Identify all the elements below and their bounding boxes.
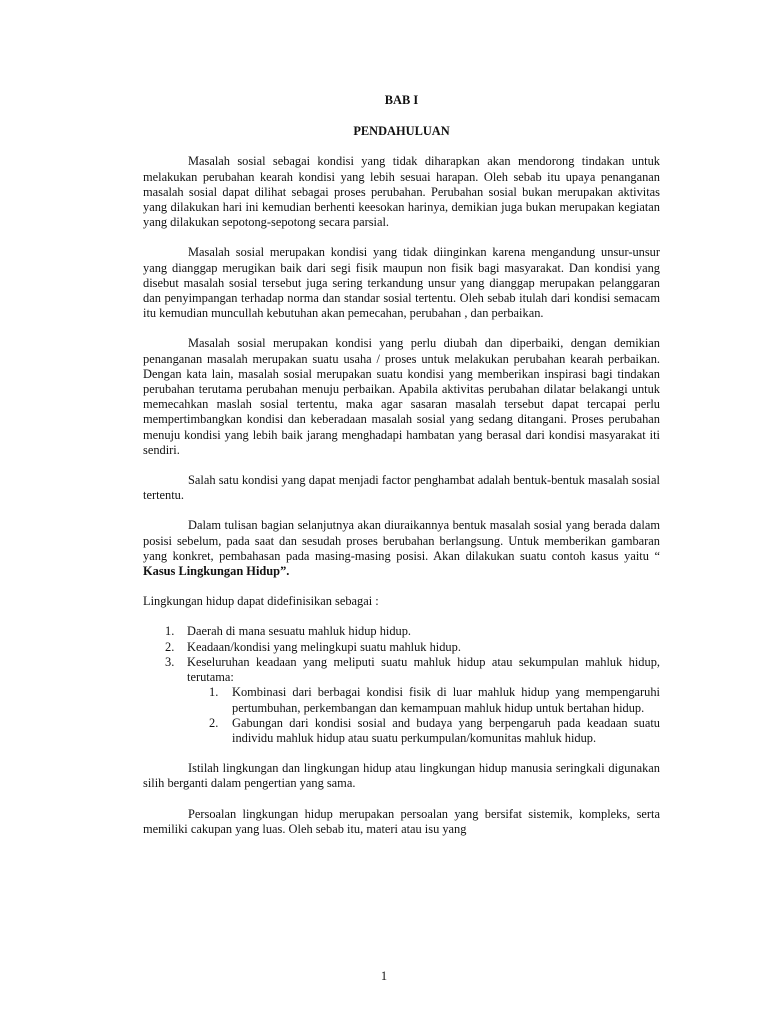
definition-list	[143, 624, 660, 746]
paragraph-4: Salah satu kondisi yang dapat menjadi factor penghambat adalah bentuk-bentuk masalah sosial tertentu.	[143, 473, 660, 503]
sub-list-number: 1.	[209, 685, 219, 700]
case-title: Kasus Lingkungan Hidup”.	[143, 564, 290, 579]
paragraph-8: Persoalan lingkungan hidup merupakan persoalan yang bersifat sistemik, kompleks, serta memiliki cakupan yang luas. Oleh sebab itu, materi atau isu yang	[143, 806, 660, 836]
list-number: 1.	[165, 624, 175, 639]
list-item	[143, 624, 660, 639]
paragraph-5-text: Dalam tulisan bagian selanjutnya akan diuraikannya bentuk masalah sosial yang berada dalam posisi sebelum, pada saat dan sesudah proses berubahan berlangsung. Untuk memberikan gambaran yang konkret, pembahasan pada masing-masing posisi. Akan dilakukan suatu contoh kasus yaitu “	[143, 518, 660, 563]
paragraph-5	[143, 518, 660, 579]
list-item-text: Keadaan/kondisi yang melingkupi suatu mahluk hidup.	[187, 639, 461, 654]
chapter-title: PENDAHULUAN	[353, 124, 450, 139]
page-number: 1	[380, 969, 388, 983]
sub-list-item-text: Kombinasi dari berbagai kondisi fisik di luar mahluk hidup yang mempengaruhi pertumbuhan, perkembangan dan kemampuan mahluk hidup untuk bertahan hidup.	[232, 685, 660, 715]
sub-list-item-text: Gabungan dari kondisi sosial and budaya yang berpengaruh pada keadaan suatu individu mahluk hidup atau suatu perkumpulan/komunitas mahluk hidup.	[232, 715, 660, 745]
sub-list-item	[187, 685, 660, 715]
list-item	[143, 640, 660, 655]
sub-list	[187, 685, 660, 746]
paragraph-7: Istilah lingkungan dan lingkungan hidup atau lingkungan hidup manusia seringkali digunakan silih berganti dalam pengertian yang sama.	[143, 761, 660, 791]
definition-intro: Lingkungan hidup dapat didefinisikan sebagai :	[143, 594, 379, 609]
chapter-heading: BAB I	[384, 93, 419, 107]
paragraph-1: Masalah sosial sebagai kondisi yang tidak diharapkan akan mendorong tindakan untuk melakukan perubahan kearah kondisi yang lebih sesuai harapan. Oleh sebab itu upaya penanganan masalah sosial dapat dilihat sebagai proses perubahan. Perubahan sosial bukan merupakan aktivitas yang dilakukan hari ini kemudian berhenti keesokan harinya, demikian juga bukan merupakan kegiatan yang dilakukan sepotong-sepotong secara parsial.	[143, 154, 660, 230]
list-item-text: Daerah di mana sesuatu mahluk hidup hidup.	[187, 624, 412, 639]
list-item-text: Keseluruhan keadaan yang meliputi suatu mahluk hidup atau sekumpulan mahluk hidup, terutama:	[187, 654, 660, 685]
list-number: 3.	[165, 654, 175, 669]
paragraph-3: Masalah sosial merupakan kondisi yang perlu diubah dan diperbaiki, dengan demikian penanganan masalah merupakan suatu usaha / proses untuk melakukan perubahan kearah perbaikan. Dengan kata lain, masalah sosial merupakan suatu kondisi yang memberikan inspirasi bagi tindakan perubahan terutama perubahan menuju perbaikan. Apabila aktivitas perubahan dilatar belakangi untuk memecahkan maslah sosial tertentu, maka agar sasaran masalah tersebut dapat tercapai perlu mempertimbangkan kondisi dan keberadaan masalah sosial yang sedang ditangani. Proses perubahan menuju kondisi yang lebih baik jarang menghadapi hambatan yang berasal dari kondisi masyarakat iti sendiri.	[143, 336, 660, 457]
list-item	[143, 655, 660, 746]
document-body	[143, 93, 660, 852]
sub-list-item	[187, 716, 660, 746]
sub-list-number: 2.	[209, 715, 219, 730]
paragraph-2: Masalah sosial merupakan kondisi yang tidak diinginkan karena mengandung unsur-unsur yang dianggap merugikan baik dari segi fisik maupun non fisik bagi masyarakat. Dan kondisi yang disebut masalah sosial tersebut juga sering terkandung unsur yang dianggap merupakan pelanggaran dan penyimpangan terhadap norma dan standar sosial tertentu. Oleh sebab itulah dari kondisi semacam itu kemudian muncullah kebutuhan akan pemecahan, perubahan , dan perbaikan.	[143, 245, 660, 321]
list-number: 2.	[165, 639, 175, 654]
